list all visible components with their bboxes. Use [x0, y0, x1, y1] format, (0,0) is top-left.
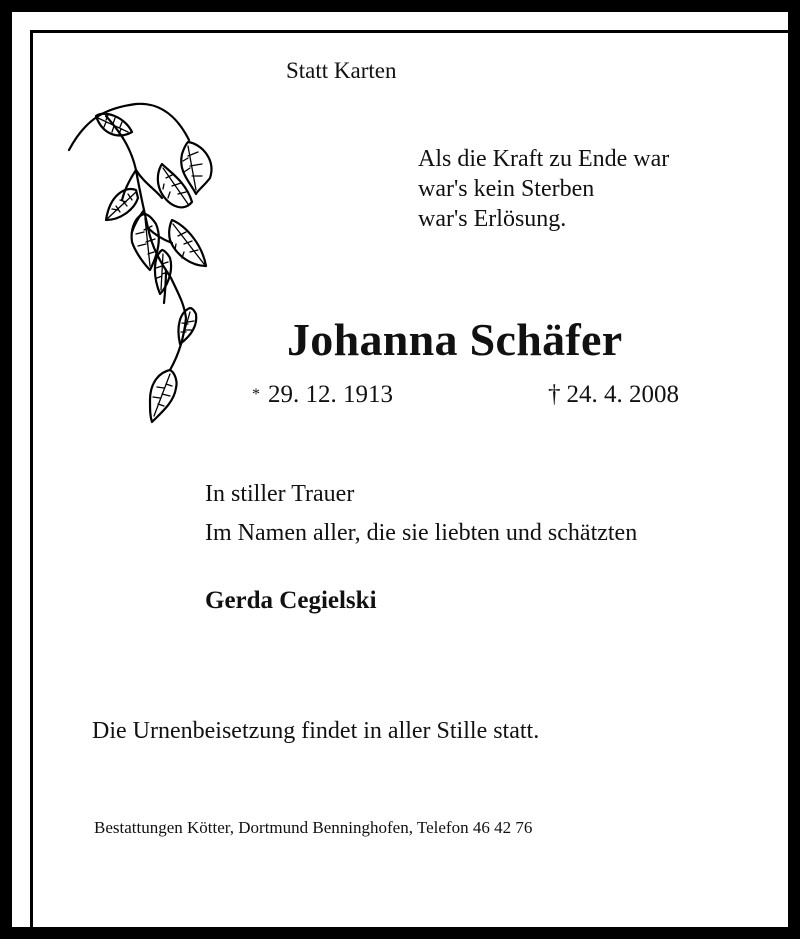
birch-branch-icon [66, 98, 226, 428]
verse-line-3: war's Erlösung. [418, 206, 567, 232]
verse [418, 144, 669, 234]
on-behalf-line: Im Namen aller, die sie liebten und schätzten [205, 520, 638, 546]
death-cross-icon: † [548, 381, 561, 408]
deceased-name: Johanna Schäfer [287, 314, 623, 365]
birth-date-line [252, 382, 393, 407]
birth-date: 29. 12. 1913 [268, 381, 393, 408]
burial-note: Die Urnenbeisetzung findet in aller Stille statt. [92, 718, 540, 744]
header-note: Statt Karten [286, 58, 397, 83]
death-date: 24. 4. 2008 [566, 381, 679, 408]
funeral-home-info: Bestattungen Kötter, Dortmund Benninghofen, Telefon 46 42 76 [94, 818, 533, 837]
verse-line-1: Als die Kraft zu Ende war [418, 146, 670, 172]
mourner-name: Gerda Cegielski [205, 587, 377, 614]
mourning-line: In stiller Trauer [205, 481, 355, 507]
verse-line-2: war's kein Sterben [418, 176, 595, 202]
birth-star-icon: * [252, 386, 260, 403]
death-date-line [548, 382, 679, 407]
